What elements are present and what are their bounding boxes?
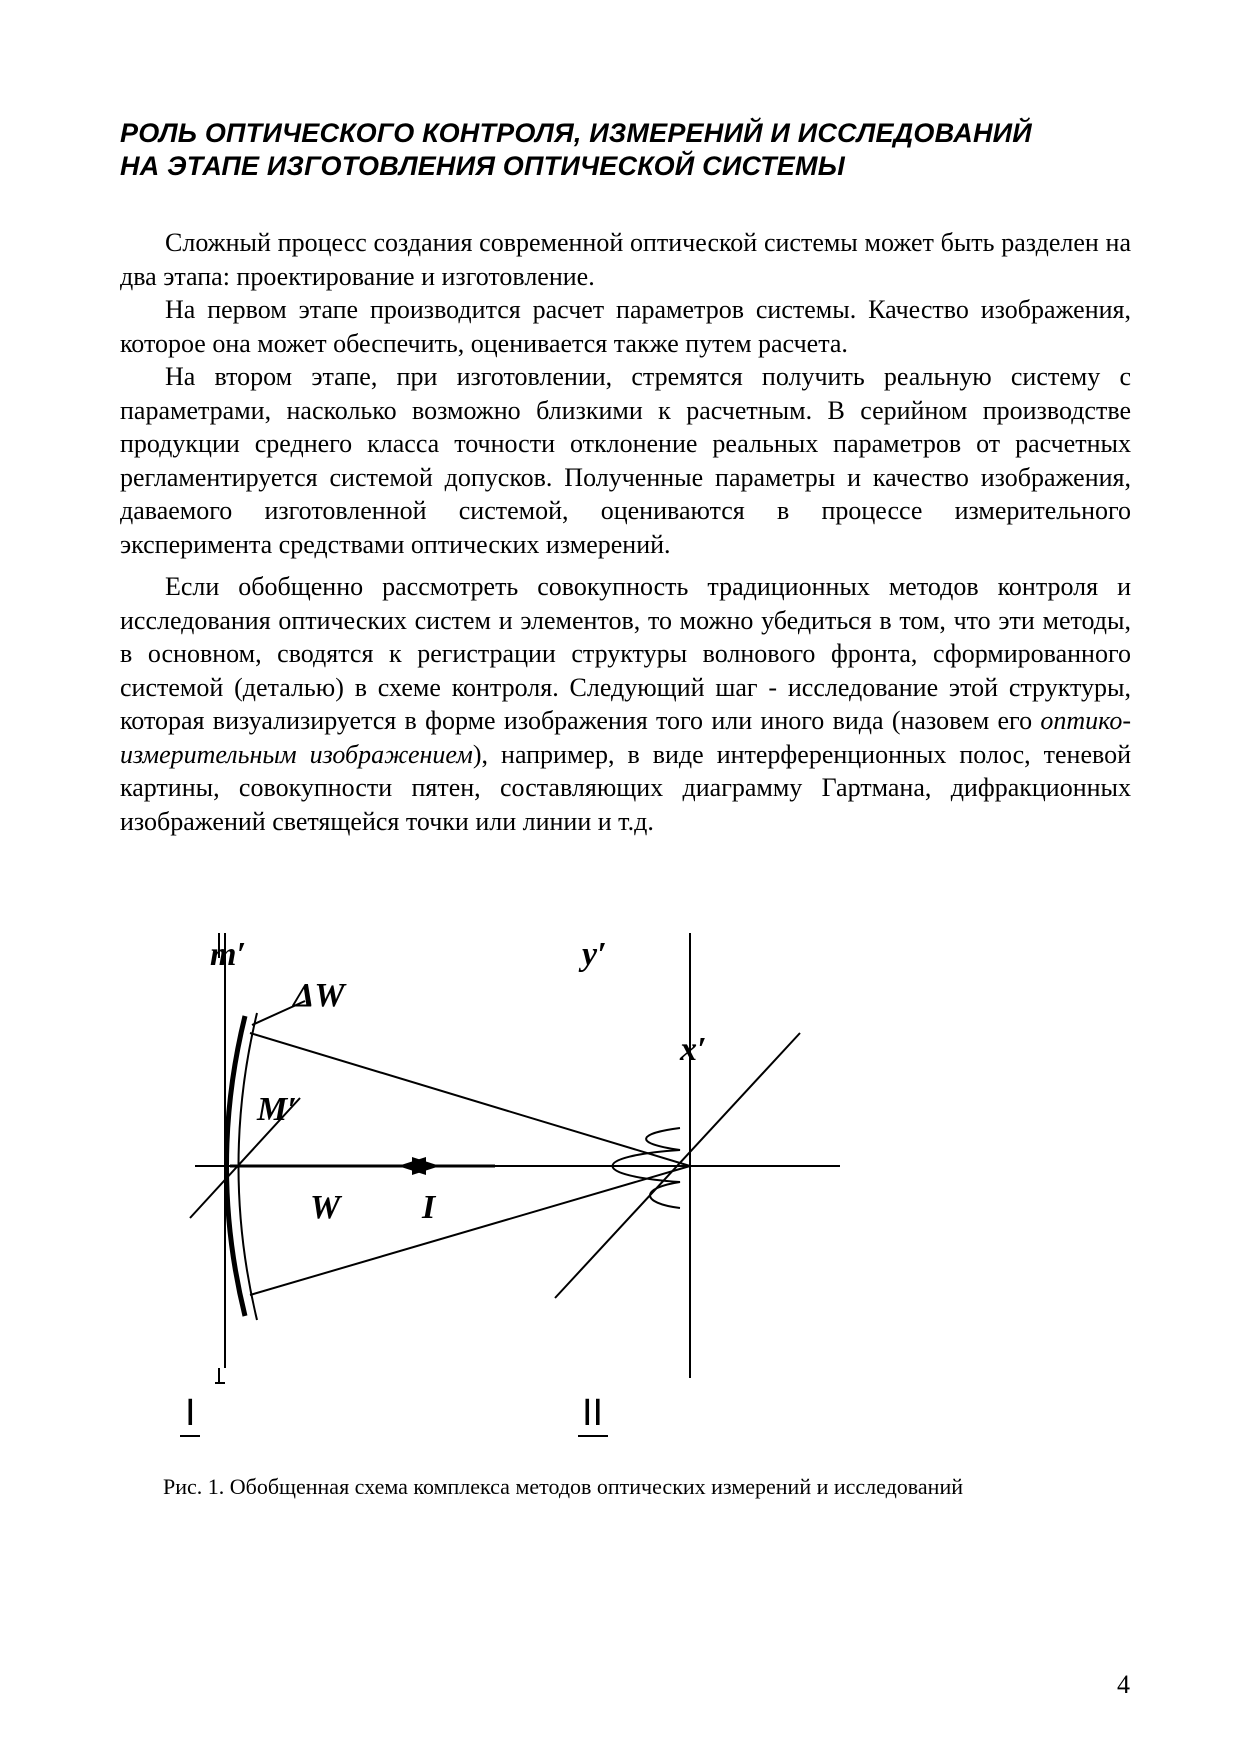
page-title	[120, 117, 1130, 183]
label-x-prime: x′	[680, 1031, 707, 1068]
label-y-prime: y′	[582, 936, 607, 973]
paragraph-1: Сложный процесс создания современной оптической системы может быть разделен на два этапа: проектирование и изготовление.	[120, 228, 1131, 291]
label-plane-ii: II	[582, 1392, 604, 1434]
body-text	[120, 226, 1131, 838]
label-plane-i: I	[185, 1392, 196, 1434]
label-w: W	[310, 1189, 341, 1226]
label-m-prime: m′	[210, 936, 247, 973]
ray-lower	[250, 1166, 690, 1295]
figure-optical-scheme	[160, 928, 860, 1458]
page-number: 4	[1117, 1670, 1130, 1699]
paragraph-4-text-a: Если обобщенно рассмотреть совокупность традиционных методов контроля и исследования оптических систем и элементов, то можно убедиться в том, что эти методы, в основном, сводятся к регистрации структуры волнового фронта, сформированного системой (деталью) в схеме контроля. Следующий шаг - исследование этой структуры, которая визуализируется в форме изображения того или иного вида (назовем его	[120, 572, 1131, 735]
figure-caption: Рис. 1. Обобщенная схема комплекса методов оптических измерений и исследований	[163, 1474, 963, 1499]
label-i-arrow: I	[422, 1189, 436, 1226]
paragraph-4	[120, 570, 1131, 838]
paragraph-3: На втором этапе, при изготовлении, стремятся получить реальную систему с параметрами, насколько возможно близкими к расчетным. В серийном производстве продукции среднего класса точности отклонение реальных параметров от расчетных регламентируется системой допусков. Полученные параметры и качество изображения, даваемого изготовленной системой, оцениваются в процессе измерительного эксперимента средствами оптических измерений.	[120, 362, 1131, 559]
term-optical-measurement-image: оптико-измерительным изображением	[120, 706, 1131, 769]
paragraph-2: На первом этапе производится расчет параметров системы. Качество изображения, которое она может обеспечить, оценивается также путем расчета.	[120, 295, 1131, 358]
paragraph-4-text-b: ), например, в виде интерференционных полос, теневой картины, совокупности пятен, составляющих диаграмму Гартмана, дифракционных изображений светящейся точки или линии и т.д.	[120, 739, 1131, 836]
label-big-m-prime: M′	[257, 1091, 297, 1128]
ray-upper	[250, 1033, 690, 1166]
label-delta-w: ΔW	[293, 977, 345, 1014]
optical-scheme-diagram	[160, 928, 860, 1458]
title-line-1: РОЛЬ ОПТИЧЕСКОГО КОНТРОЛЯ, ИЗМЕРЕНИЙ И ИССЛЕДОВАНИЙ	[120, 118, 1032, 148]
title-line-2: НА ЭТАПЕ ИЗГОТОВЛЕНИЯ ОПТИЧЕСКОЙ СИСТЕМЫ	[120, 151, 845, 181]
intensity-profile-curve	[613, 1128, 681, 1208]
